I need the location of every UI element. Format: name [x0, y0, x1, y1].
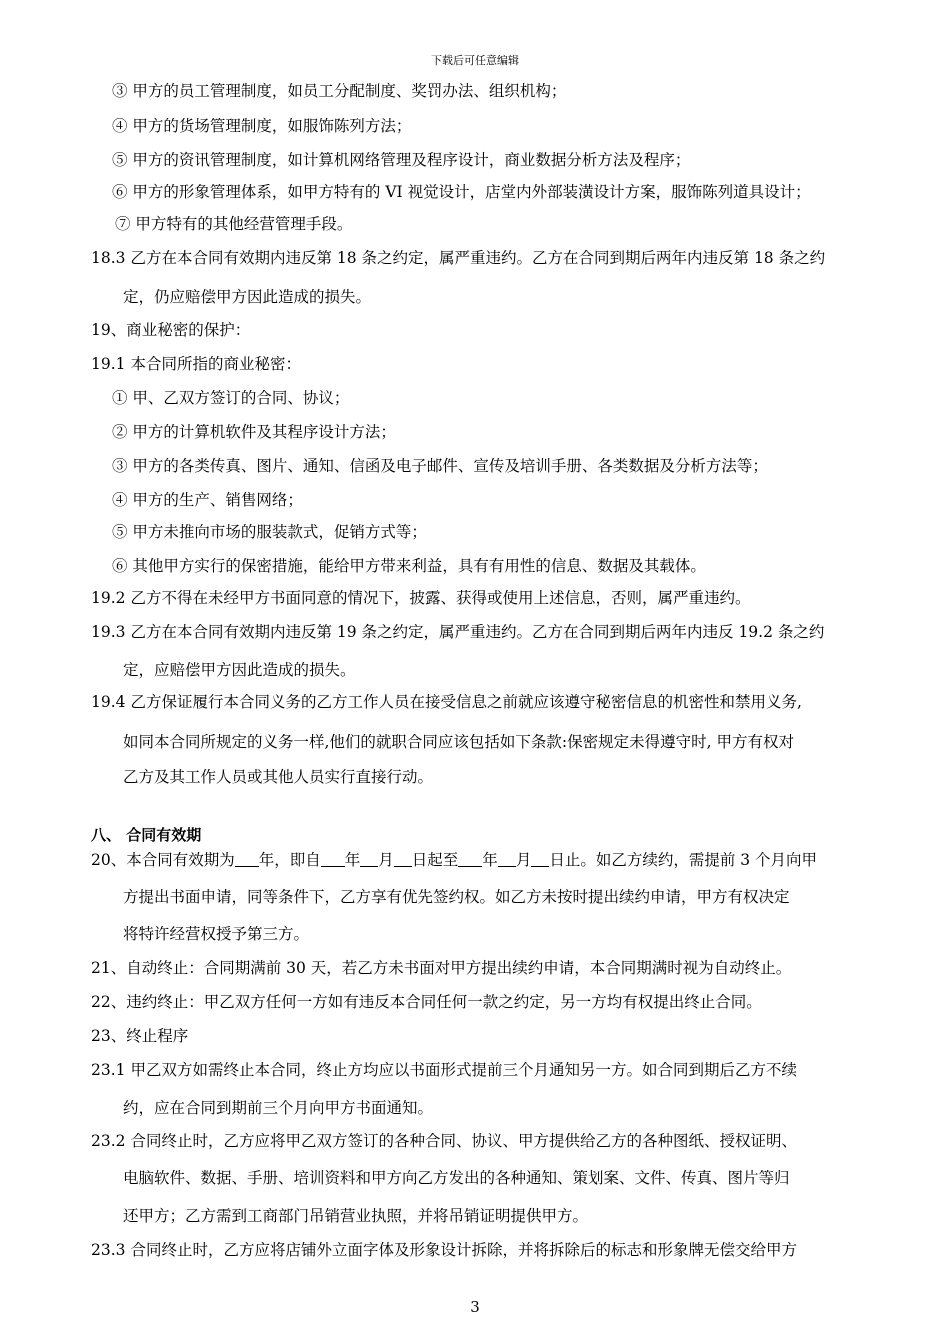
text-line: ③ 甲方的各类传真、图片、通知、信函及电子邮件、宣传及培训手册、各类数据及分析方法等；	[112, 457, 768, 475]
blank-start-day	[394, 852, 412, 867]
text-line: 19.2 乙方不得在未经甲方书面同意的情况下，披露、获得或使用上述信息，否则，属严重违约。	[91, 589, 751, 607]
text-line: 23.2 合同终止时，乙方应将甲乙双方签订的各种合同、协议、甲方提供给乙方的各种图纸、授权证明、	[91, 1132, 797, 1150]
text-line: ⑤ 甲方的资讯管理制度，如计算机网络管理及程序设计，商业数据分析方法及程序；	[112, 151, 691, 169]
text-line: 19.3 乙方在本合同有效期内违反第 19 条之约定，属严重违约。乙方在合同到期后两年内违反 19.2 条之约	[91, 623, 825, 641]
text-line: 21、自动终止：合同期满前 30 天，若乙方未书面对甲方提出续约申请，本合同期满时视为自动终止。	[91, 959, 792, 977]
text-line: ④ 甲方的生产、销售网络；	[112, 491, 303, 509]
text-line: ④ 甲方的货场管理制度，如服饰陈列方法；	[112, 117, 412, 135]
text-line: 方提出书面申请，同等条件下，乙方享有优先签约权。如乙方未按时提出续约申请，甲方有权决定	[123, 888, 790, 906]
text-line: ⑥ 其他甲方实行的保密措施，能给甲方带来利益，具有有用性的信息、数据及其载体。	[112, 557, 706, 575]
text-line: 还甲方；乙方需到工商部门吊销营业执照，并将吊销证明提供甲方。	[123, 1207, 589, 1225]
text-line: 23.1 甲乙双方如需终止本合同，终止方均应以书面形式提前三个月通知另一方。如合同到期后乙方不续	[91, 1061, 797, 1079]
text-line: 定，仍应赔偿甲方因此造成的损失。	[123, 288, 372, 306]
text-line: 23、终止程序	[91, 1027, 189, 1045]
text-line: ⑥ 甲方的形象管理体系，如甲方特有的 VI 视觉设计，店堂内外部装潢设计方案，服饰陈列道具设计；	[112, 183, 811, 201]
text-line: 19.1 本合同所指的商业秘密：	[91, 355, 301, 373]
blank-start-year	[321, 852, 345, 867]
text-line: 电脑软件、数据、手册、培训资料和甲方向乙方发出的各种通知、策划案、文件、传真、图片等归	[123, 1169, 790, 1187]
text-line: 19.4 乙方保证履行本合同义务的乙方工作人员在接受信息之前就应该遵守秘密信息的机密性和禁用义务,	[91, 693, 802, 711]
text-line: 将特许经营权授予第三方。	[123, 925, 310, 943]
section-heading: 八、 合同有效期	[91, 826, 202, 844]
text-line: 定，应赔偿甲方因此造成的损失。	[123, 661, 356, 679]
text-line: ① 甲、乙双方签订的合同、协议；	[112, 389, 350, 407]
blank-end-month	[498, 852, 516, 867]
text-line: 如同本合同所规定的义务一样,他们的就职合同应该包括如下条款:保密规定未得遵守时, 甲方有权对	[123, 733, 795, 751]
blank-start-month	[360, 852, 378, 867]
text-line: 乙方及其工作人员或其他人员实行直接行动。	[123, 768, 434, 786]
text-line: ② 甲方的计算机软件及其程序设计方法；	[112, 423, 396, 441]
page-header-note: 下载后可任意编辑	[431, 54, 519, 67]
text-line: 23.3 合同终止时，乙方应将店铺外立面字体及形象设计拆除，并将拆除后的标志和形象牌无偿交给甲方	[91, 1241, 797, 1259]
text-line: ③ 甲方的员工管理制度，如员工分配制度、奖罚办法、组织机构；	[112, 82, 567, 100]
text-line: ⑤ 甲方未推向市场的服装款式，促销方式等；	[112, 523, 427, 541]
text-line: 18.3 乙方在本合同有效期内违反第 18 条之约定，属严重违约。乙方在合同到期后两年内违反第 18 条之约	[91, 249, 826, 267]
blank-end-year	[458, 852, 482, 867]
blank-years	[235, 852, 259, 867]
text-line-with-blanks: 20、本合同有效期为 年，即自 年 月 日起至 年 月 日止。如乙方续约，需提前 3 个月向甲	[91, 851, 818, 869]
blank-end-day	[531, 852, 549, 867]
text-line: 22、违约终止：甲乙双方任何一方如有违反本合同任何一款之约定，另一方均有权提出终止合同。	[91, 993, 762, 1011]
text-line: 19、商业秘密的保护：	[91, 321, 251, 339]
page-number: 3	[470, 1298, 480, 1316]
text-line: ⑦ 甲方特有的其他经营管理手段。	[115, 215, 353, 233]
text-line: 约，应在合同到期前三个月向甲方书面通知。	[123, 1099, 434, 1117]
